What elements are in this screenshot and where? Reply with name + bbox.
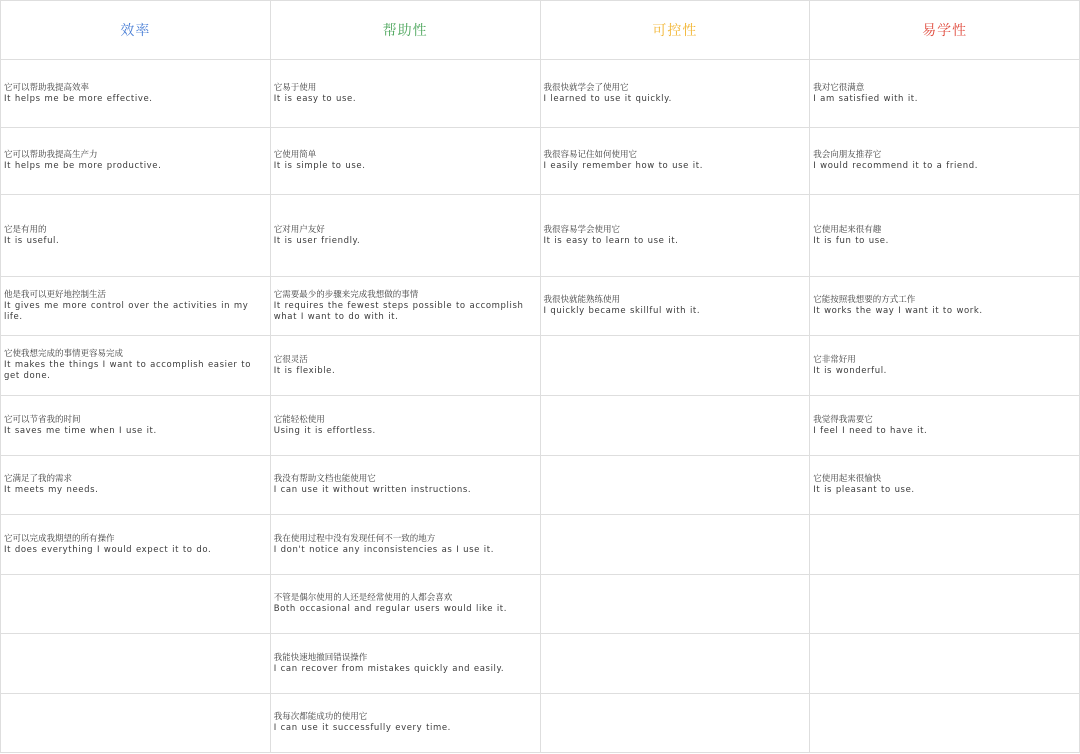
cell-helpfulness [270, 277, 540, 336]
cell-controllability [540, 634, 810, 694]
cell-learnability [810, 694, 1080, 753]
cell-efficiency [1, 60, 271, 128]
statement-chinese: 我很容易学会使用它 [543, 224, 621, 235]
cell-helpfulness [270, 396, 540, 456]
header-helpfulness: 帮助性 [270, 1, 540, 60]
statement-chinese: 它很灵活 [273, 354, 308, 365]
cell-controllability [540, 575, 810, 634]
cell-efficiency [1, 515, 271, 575]
cell-efficiency [1, 277, 271, 336]
cell-helpfulness [270, 694, 540, 753]
statement-english: I can use it without written instructions. [273, 485, 472, 495]
cell-helpfulness [270, 195, 540, 277]
cell-learnability [810, 396, 1080, 456]
cell-helpfulness [270, 634, 540, 694]
cell-controllability [540, 336, 810, 396]
statement-chinese: 它可以节省我的时间 [4, 414, 81, 425]
statement-chinese: 我很容易记住如何使用它 [543, 150, 638, 160]
cell-learnability [810, 634, 1080, 694]
table-row [1, 128, 1080, 195]
table-body [1, 60, 1080, 753]
statement-english: It is flexible. [273, 365, 336, 376]
statement-english: I don't notice any inconsistencies as I use it. [273, 544, 494, 555]
statement-english: It is easy to use. [273, 93, 357, 104]
table-row [1, 60, 1080, 128]
header-learnability: 易学性 [810, 1, 1080, 60]
cell-learnability [810, 336, 1080, 396]
cell-learnability [810, 575, 1080, 634]
header-efficiency: 效率 [1, 1, 271, 60]
statement-english: It does everything I would expect it to do. [4, 544, 212, 555]
statement-chinese: 它使用起来很愉快 [813, 474, 882, 484]
statement-english: I feel I need to have it. [813, 425, 928, 436]
statement-chinese: 他是我可以更好地控制生活 [4, 289, 107, 300]
statement-english: It saves me time when I use it. [4, 425, 157, 436]
cell-learnability [810, 195, 1080, 277]
statement-chinese: 我没有帮助文档也能使用它 [273, 474, 376, 484]
cell-controllability [540, 396, 810, 456]
cell-helpfulness [270, 60, 540, 128]
cell-efficiency [1, 336, 271, 396]
cell-learnability [810, 60, 1080, 128]
table-row [1, 336, 1080, 396]
table-row [1, 396, 1080, 456]
table-row [1, 694, 1080, 753]
statement-chinese: 它可以完成我期望的所有操作 [4, 533, 115, 544]
header-row [1, 1, 1080, 60]
statement-english: Using it is effortless. [273, 425, 376, 436]
table-row [1, 277, 1080, 336]
cell-learnability [810, 515, 1080, 575]
cell-efficiency [1, 456, 271, 515]
statement-english: It is wonderful. [813, 365, 887, 376]
statement-english: I can recover from mistakes quickly and easily. [273, 663, 505, 674]
statement-chinese: 我觉得我需要它 [813, 414, 873, 425]
statement-english: I am satisfied with it. [813, 93, 919, 104]
table-row [1, 515, 1080, 575]
cell-helpfulness [270, 336, 540, 396]
statement-chinese: 它易于使用 [273, 82, 317, 93]
cell-efficiency [1, 195, 271, 277]
statement-english: It makes the things I want to accomplish easier to get done. [4, 360, 252, 381]
cell-learnability [810, 277, 1080, 336]
table-row [1, 575, 1080, 634]
cell-controllability [540, 456, 810, 515]
cell-helpfulness [270, 456, 540, 515]
statement-english: It is pleasant to use. [813, 485, 915, 495]
statement-english: I quickly became skillful with it. [543, 306, 701, 316]
statement-chinese: 它是有用的 [4, 224, 47, 235]
statement-chinese: 它需要最少的步骤来完成我想做的事情 [273, 289, 419, 300]
statement-english: It is useful. [4, 235, 60, 246]
statement-english: It is easy to learn to use it. [543, 235, 679, 246]
cell-efficiency [1, 694, 271, 753]
cell-controllability [540, 694, 810, 753]
statement-english: It helps me be more effective. [4, 93, 153, 104]
cell-helpfulness [270, 128, 540, 195]
statement-chinese: 它满足了我的需求 [4, 474, 73, 484]
cell-efficiency [1, 128, 271, 195]
table-row [1, 456, 1080, 515]
statement-chinese: 它能轻松使用 [273, 414, 325, 425]
statement-chinese: 它使我想完成的事情更容易完成 [4, 349, 124, 359]
statement-chinese: 我很快就能熟练使用 [543, 295, 621, 305]
table-row [1, 195, 1080, 277]
statement-english: It gives me more control over the activities in my life. [4, 300, 249, 322]
statement-chinese: 它可以帮助我提高生产力 [4, 150, 98, 160]
statement-chinese: 我会向朋友推荐它 [813, 150, 882, 160]
cell-controllability [540, 60, 810, 128]
table-row [1, 634, 1080, 694]
statement-english: I easily remember how to use it. [543, 161, 703, 171]
cell-controllability [540, 515, 810, 575]
statement-english: It requires the fewest steps possible to accomplish what I want to do with it. [273, 300, 524, 322]
statement-chinese: 我很快就学会了使用它 [543, 82, 629, 93]
statement-english: It is user friendly. [273, 235, 361, 246]
statement-english: It is simple to use. [273, 161, 366, 171]
statement-english: It meets my needs. [4, 485, 99, 495]
cell-helpfulness [270, 515, 540, 575]
statement-english: It helps me be more productive. [4, 161, 162, 171]
statement-chinese: 它能按照我想要的方式工作 [813, 295, 916, 305]
statement-chinese: 它使用简单 [273, 150, 317, 160]
statement-english: I learned to use it quickly. [543, 93, 672, 104]
statement-chinese: 不管是偶尔使用的人还是经常使用的人都会喜欢 [273, 593, 453, 603]
statement-chinese: 我每次都能成功的使用它 [273, 712, 368, 722]
statement-english: I would recommend it to a friend. [813, 161, 979, 171]
cell-efficiency [1, 634, 271, 694]
cell-learnability [810, 456, 1080, 515]
cell-controllability [540, 128, 810, 195]
statement-chinese: 它可以帮助我提高效率 [4, 82, 90, 93]
statement-chinese: 我能快速地撤回错误操作 [273, 652, 368, 663]
cell-efficiency [1, 575, 271, 634]
statement-english: It works the way I want it to work. [813, 306, 983, 316]
cell-controllability [540, 277, 810, 336]
statement-english: I can use it successfully every time. [273, 723, 451, 733]
cell-controllability [540, 195, 810, 277]
statement-chinese: 我对它很满意 [813, 82, 865, 93]
statement-chinese: 它对用户友好 [273, 224, 325, 235]
statement-chinese: 它使用起来很有趣 [813, 224, 882, 235]
cell-helpfulness [270, 575, 540, 634]
cell-learnability [810, 128, 1080, 195]
statement-chinese: 它非常好用 [813, 354, 856, 365]
statement-chinese: 我在使用过程中没有发现任何不一致的地方 [273, 533, 436, 544]
cell-efficiency [1, 396, 271, 456]
statement-english: It is fun to use. [813, 235, 889, 246]
statement-english: Both occasional and regular users would like it. [273, 604, 508, 614]
header-controllability: 可控性 [540, 1, 810, 60]
